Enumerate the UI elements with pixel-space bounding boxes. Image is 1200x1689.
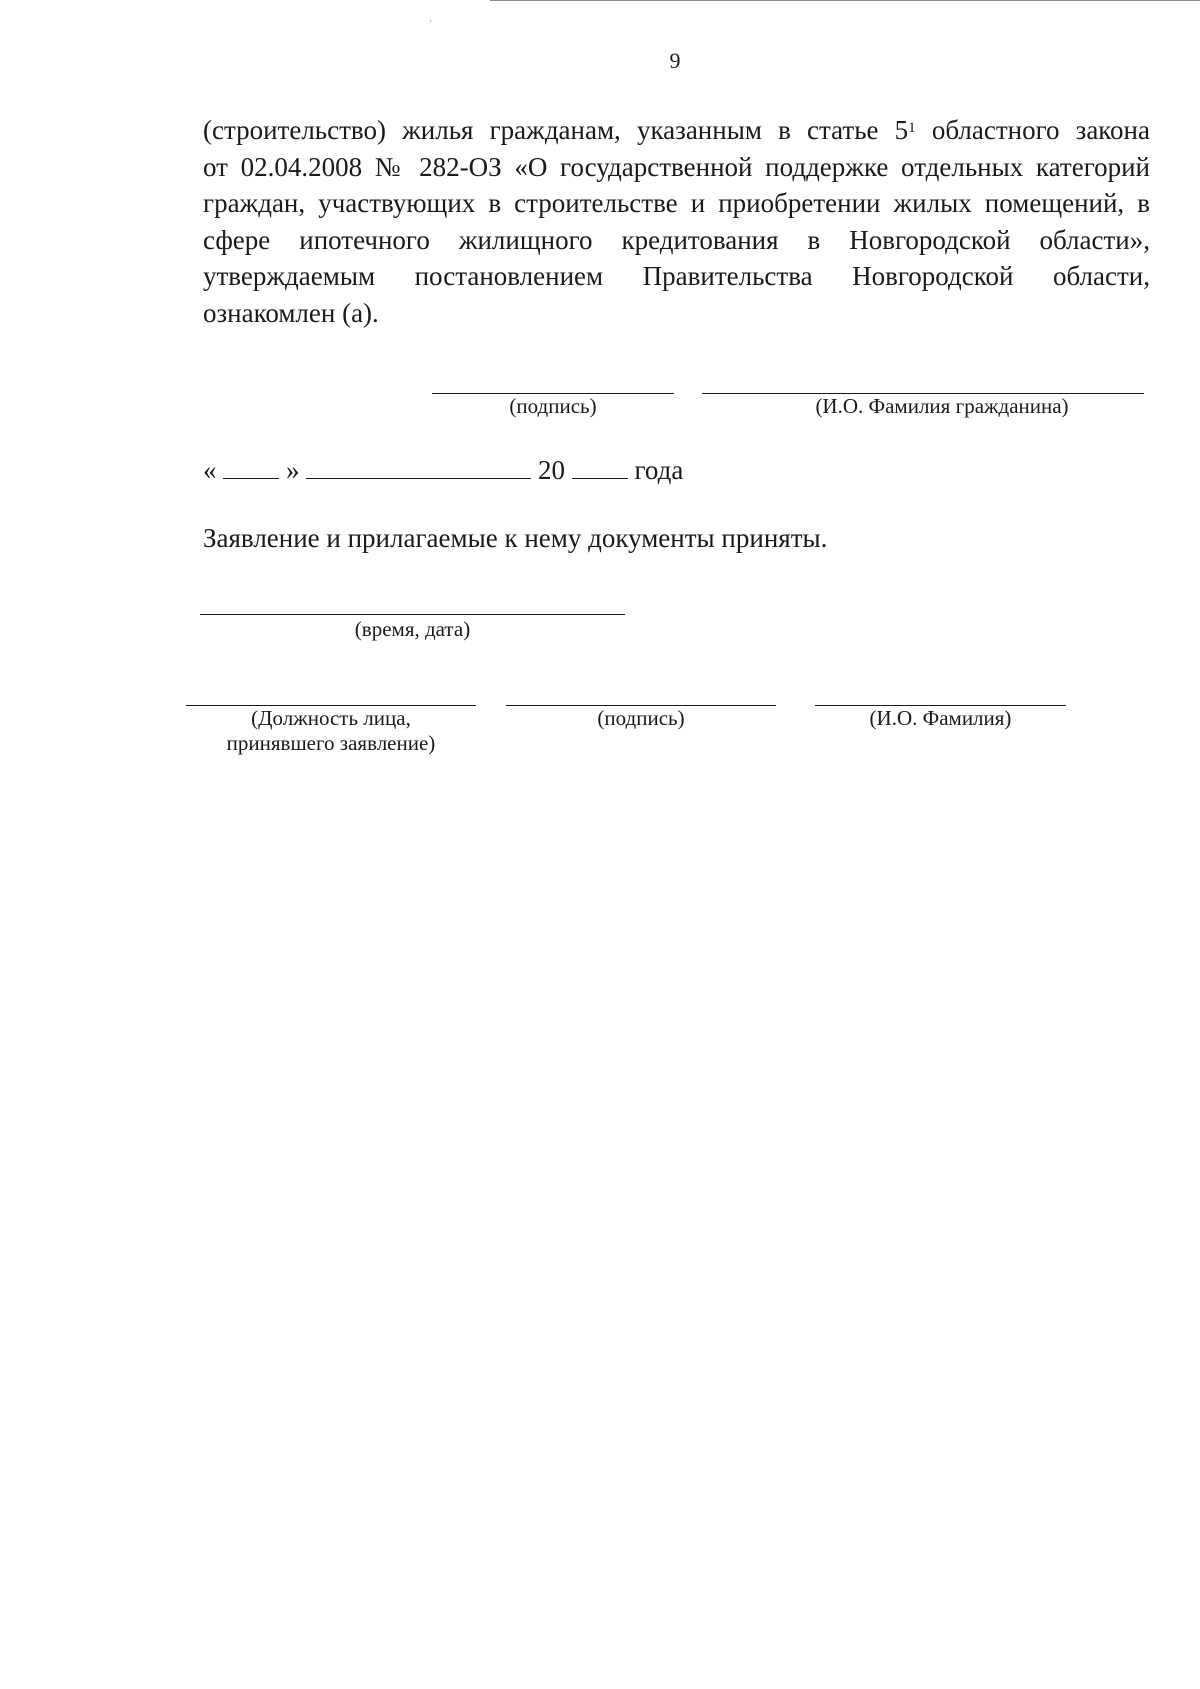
body-paragraph (203, 112, 1150, 332)
official-position-caption-line-2: принявшего заявление) (226, 731, 436, 755)
official-position-caption (186, 706, 476, 756)
accepted-statement: Заявление и прилагаемые к нему документы приняты. (203, 523, 828, 553)
official-signature-caption: (подпись) (597, 706, 685, 730)
year-blank (572, 452, 628, 479)
body-line-4: сфере ипотечного жилищного кредитования в Новгородской области», (203, 224, 1150, 255)
official-position-caption-line-1: (Должность лица, (251, 706, 411, 730)
date-open-quote: « (203, 455, 217, 485)
year-prefix: 20 (538, 455, 565, 485)
citizen-signature-caption: (подпись) (509, 394, 597, 418)
body-line-1-after: областного закона (915, 115, 1150, 145)
scan-edge-line (490, 0, 1200, 1)
body-line-6: ознакомлен (а). (203, 297, 379, 328)
body-line-2: от 02.04.2008 № 282-ОЗ «О государственной поддержке отдельных категорий (203, 151, 1150, 182)
time-date-caption: (время, дата) (354, 617, 471, 641)
body-line-1-superscript: 1 (908, 120, 916, 136)
official-name-caption: (И.О. Фамилия) (869, 706, 1012, 730)
page-number: 9 (669, 48, 681, 73)
body-line-1-text: (строительство) жилья гражданам, указанным в статье 5 (203, 115, 909, 145)
citizen-name-caption: (И.О. Фамилия гражданина) (815, 394, 1069, 418)
time-date-line (200, 614, 625, 615)
body-line-3: граждан, участвующих в строительстве и приобретении жилых помещений, в (203, 188, 1150, 219)
day-blank (223, 452, 279, 479)
date-line (203, 452, 683, 486)
date-close-quote: » (286, 455, 300, 485)
month-blank (306, 452, 531, 479)
scan-speck (430, 20, 431, 22)
date-suffix: года (634, 455, 684, 485)
body-line-5: утверждаемым постановлением Правительства Новгородской области, (203, 261, 1150, 292)
body-line-1 (203, 112, 1150, 149)
